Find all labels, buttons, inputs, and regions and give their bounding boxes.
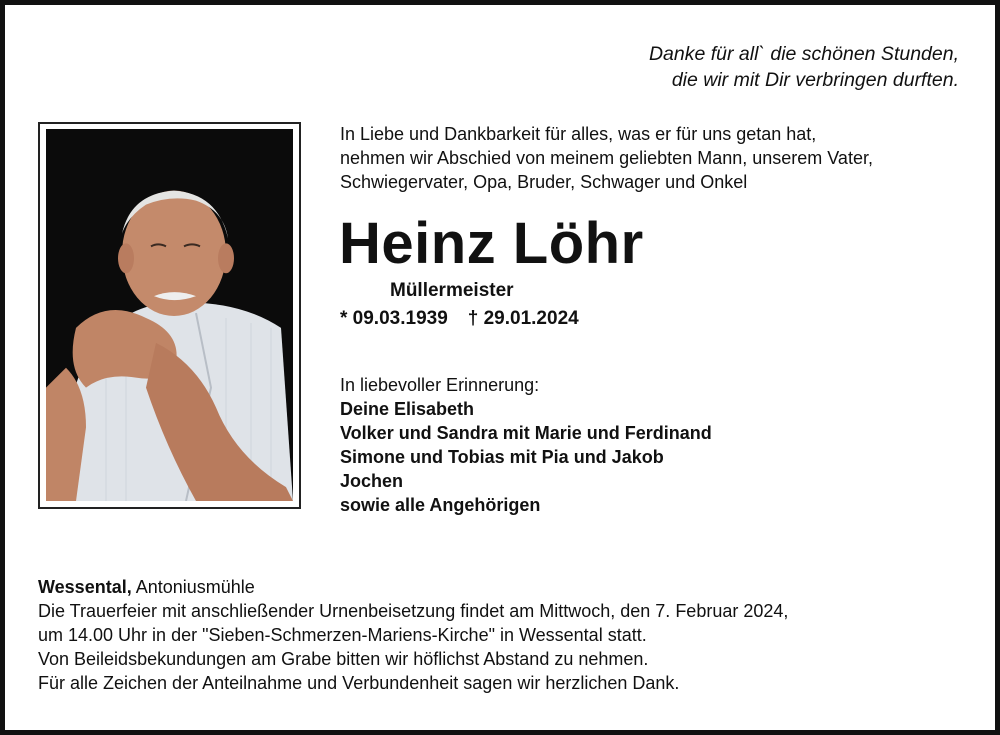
deceased-occupation: Müllermeister: [390, 280, 514, 301]
intro-text: [340, 122, 873, 194]
portrait-photo-frame: [38, 122, 301, 509]
details-line: um 14.00 Uhr in der "Sieben-Schmerzen-Mariens-Kirche" in Wessental statt.: [38, 625, 647, 645]
motto-quote: [649, 41, 959, 93]
details-line: Die Trauerfeier mit anschließender Urnenbeisetzung findet am Mittwoch, den 7. Februar 2024,: [38, 601, 789, 621]
mourner-entry: Jochen: [340, 471, 404, 491]
mourner-entry: Volker und Sandra mit Marie und Ferdinand: [340, 423, 712, 443]
intro-line: Schwiegervater, Opa, Bruder, Schwager und Onkel: [340, 172, 748, 192]
mourner-entry: sowie alle Angehörigen: [340, 495, 541, 515]
motto-line: die wir mit Dir verbringen durften.: [671, 69, 959, 91]
motto-line: Danke für all` die schönen Stunden,: [648, 43, 959, 65]
deceased-name: Heinz Löhr: [339, 211, 644, 276]
mourners-intro: In liebevoller Erinnerung:: [340, 375, 540, 395]
funeral-details: [38, 575, 788, 695]
place-detail: Antoniusmühle: [135, 577, 255, 597]
portrait-photo: [46, 129, 293, 501]
life-dates: [340, 308, 579, 330]
birth-date: * 09.03.1939: [340, 308, 448, 329]
mourners-list: [340, 373, 712, 517]
mourner-entry: Simone und Tobias mit Pia und Jakob: [340, 447, 664, 467]
place-name: Wessental,: [38, 577, 132, 597]
intro-line: nehmen wir Abschied von meinem geliebten Mann, unserem Vater,: [340, 148, 873, 168]
death-date: † 29.01.2024: [467, 308, 579, 329]
details-line: Für alle Zeichen der Anteilnahme und Verbundenheit sagen wir herzlichen Dank.: [38, 673, 680, 693]
details-line: Von Beileidsbekundungen am Grabe bitten wir höflichst Abstand zu nehmen.: [38, 649, 649, 669]
intro-line: In Liebe und Dankbarkeit für alles, was er für uns getan hat,: [340, 124, 817, 144]
mourner-entry: Deine Elisabeth: [340, 399, 475, 419]
place-line: [38, 575, 788, 599]
portrait-illustration: [46, 129, 293, 501]
